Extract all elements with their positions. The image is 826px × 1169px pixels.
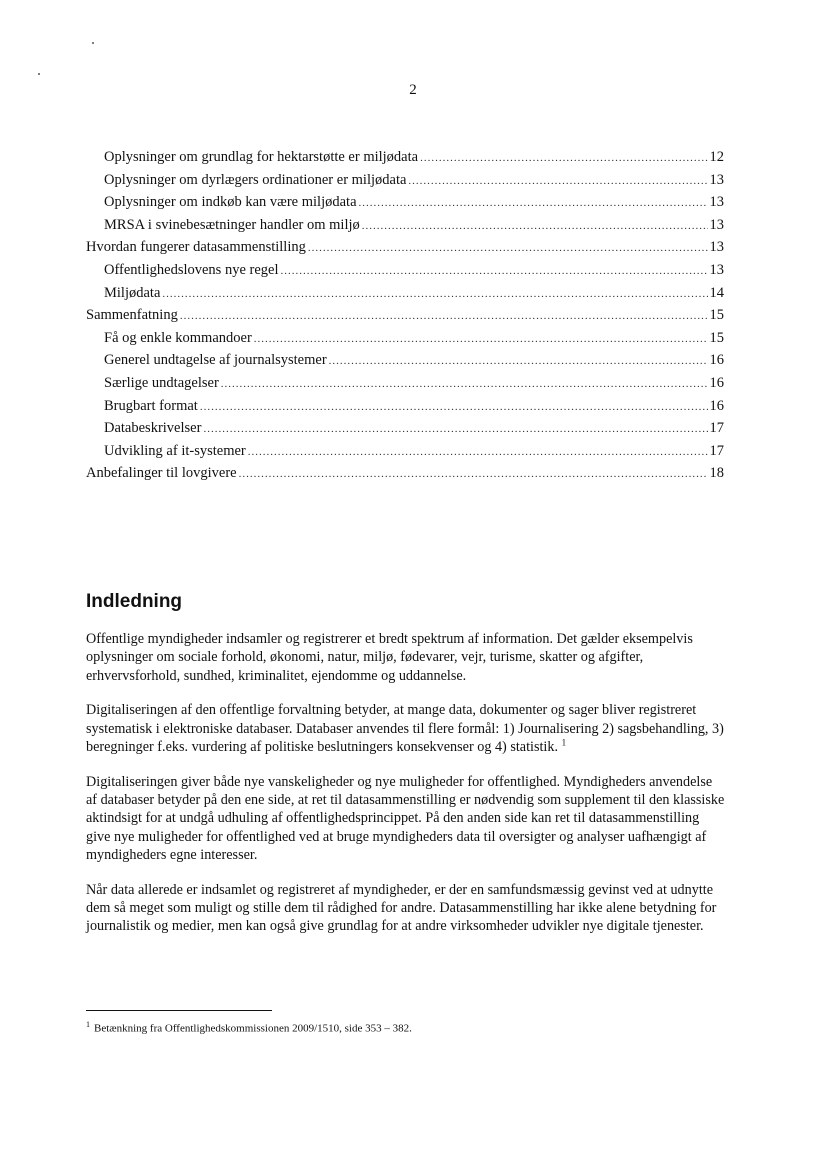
toc-entry[interactable] [104, 216, 724, 234]
toc-entry-page: 16 [709, 352, 724, 369]
toc-entry-label: Oplysninger om indkøb kan være miljødata [104, 194, 357, 211]
toc-entry-label: Miljødata [104, 284, 161, 301]
footnote-reference[interactable]: 1 [561, 737, 567, 748]
footnote-text: Betænkning fra Offentlighedskommissionen 2009/1510, side 353 – 382. [94, 1022, 412, 1035]
toc-leader-dots [362, 217, 708, 235]
toc-entry[interactable] [86, 238, 724, 256]
toc-entry-page: 15 [709, 329, 724, 346]
toc-leader-dots [200, 398, 708, 416]
toc-entry-page: 18 [709, 465, 724, 482]
toc-leader-dots [281, 262, 708, 280]
toc-entry[interactable] [86, 306, 724, 324]
toc-entry-label: Anbefalinger til lovgivere [86, 465, 237, 482]
toc-entry-page: 14 [709, 284, 724, 301]
section-body [86, 630, 726, 952]
toc-entry[interactable] [104, 193, 724, 211]
toc-leader-dots [420, 149, 707, 167]
toc-leader-dots [308, 239, 708, 257]
toc-entry-label: Databeskrivelser [104, 420, 202, 437]
toc-entry-label: Sammenfatning [86, 307, 178, 324]
toc-leader-dots [203, 420, 707, 438]
paragraph-text: Digitaliseringen af den offentlige forvaltning betyder, at mange data, dokumenter og sager bliver registreret systematisk i elektroniske databaser. Databaser anvendes til flere formål: 1) Journalisering 2) sagsbehandling, 3) beregninger f.eks. vurdering af politiske beslutningers konsekvenser og 4) statistik. [86, 702, 724, 755]
toc-entry-page: 15 [709, 307, 724, 324]
toc-entry-page: 17 [709, 442, 724, 459]
toc-entry[interactable] [104, 148, 724, 166]
section-heading: Indledning [86, 591, 183, 612]
toc-leader-dots [248, 443, 708, 461]
toc-leader-dots [329, 352, 708, 370]
footnote [86, 1020, 412, 1035]
toc-entry[interactable] [104, 397, 724, 415]
paragraph [86, 701, 726, 756]
toc-entry-page: 13 [709, 171, 724, 188]
paragraph: Digitaliseringen giver både nye vanskeligheder og nye muligheder for offentlighed. Myndigheders anvendelse af databaser betyder på den ene side, at ret til datasammenstilling er nødvendig som supplement til den klassiske aktindsigt for at undgå udhuling af offentlighedsprincippet. På den anden side kan ret til datasammenstilling give nye muligheder for offentlighed ved at bruge myndigheders data til oversigter og analyser uafhængigt af myndigheders egne interesser. [86, 773, 725, 863]
toc-entry-label: Oplysninger om grundlag for hektarstøtte er miljødata [104, 149, 419, 165]
toc-entry[interactable] [104, 261, 724, 279]
toc-leader-dots [408, 172, 707, 190]
toc-entry-page: 13 [709, 216, 724, 233]
paragraph: Offentlige myndigheder indsamler og registrerer et bredt spektrum af information. Det gælder eksempelvis oplysninger om sociale forhold, økonomi, natur, miljø, fødevarer, vejr, turisme, skatter og afgifter, erhvervsforhold, sundhed, kriminalitet, ejendomme og uddannelse. [86, 631, 693, 684]
toc-entry-page: 16 [709, 375, 724, 391]
toc-entry-label: MRSA i svinebesætninger handler om miljø [104, 216, 360, 233]
toc-leader-dots [180, 307, 708, 325]
toc-entry-label: Særlige undtagelser [104, 375, 219, 391]
toc-entry-page: 13 [709, 239, 724, 256]
toc-entry-label: Få og enkle kommandoer [104, 329, 252, 346]
toc-entry[interactable] [104, 351, 724, 369]
toc-entry[interactable] [104, 284, 724, 302]
toc-entry-page: 12 [709, 149, 724, 165]
scan-speck [38, 73, 40, 75]
toc-entry[interactable] [104, 419, 724, 437]
toc-entry-page: 17 [709, 420, 724, 437]
page-number: 2 [409, 82, 417, 98]
toc-entry-page: 13 [709, 262, 724, 278]
footnote-marker: 1 [86, 1020, 90, 1029]
toc-entry-label: Hvordan fungerer datasammenstilling [86, 239, 306, 256]
toc-entry[interactable] [104, 442, 724, 460]
toc-leader-dots [239, 465, 708, 483]
paragraph: Når data allerede er indsamlet og registreret af myndigheder, er der en samfundsmæssig gevinst ved at udnytte dem så meget som muligt og stille dem til rådighed for andre. Datasammenstilling har ikke alene betydning for journalistik og medier, men kan også give grundlag for at andre virksomheder udvikler nye digitale tjenester. [86, 881, 717, 935]
toc-leader-dots [221, 375, 708, 393]
toc-entry-label: Oplysninger om dyrlægers ordinationer er miljødata [104, 171, 407, 188]
footnote-divider [86, 1010, 272, 1011]
toc-leader-dots [359, 194, 708, 212]
toc-entry-label: Udvikling af it-systemer [104, 442, 246, 459]
toc-entry[interactable] [86, 464, 724, 482]
toc-leader-dots [162, 285, 707, 303]
toc-entry-label: Offentlighedslovens nye regel [104, 262, 279, 278]
toc-entry[interactable] [104, 329, 724, 347]
scan-speck [92, 42, 94, 44]
toc-entry-label: Brugbart format [104, 397, 198, 414]
toc-entry-page: 13 [709, 194, 724, 211]
toc-entry[interactable] [104, 374, 724, 392]
toc-entry-label: Generel undtagelse af journalsystemer [104, 352, 327, 369]
toc-entry-page: 16 [709, 397, 724, 414]
toc-entry[interactable] [104, 171, 724, 189]
toc-leader-dots [254, 330, 708, 348]
